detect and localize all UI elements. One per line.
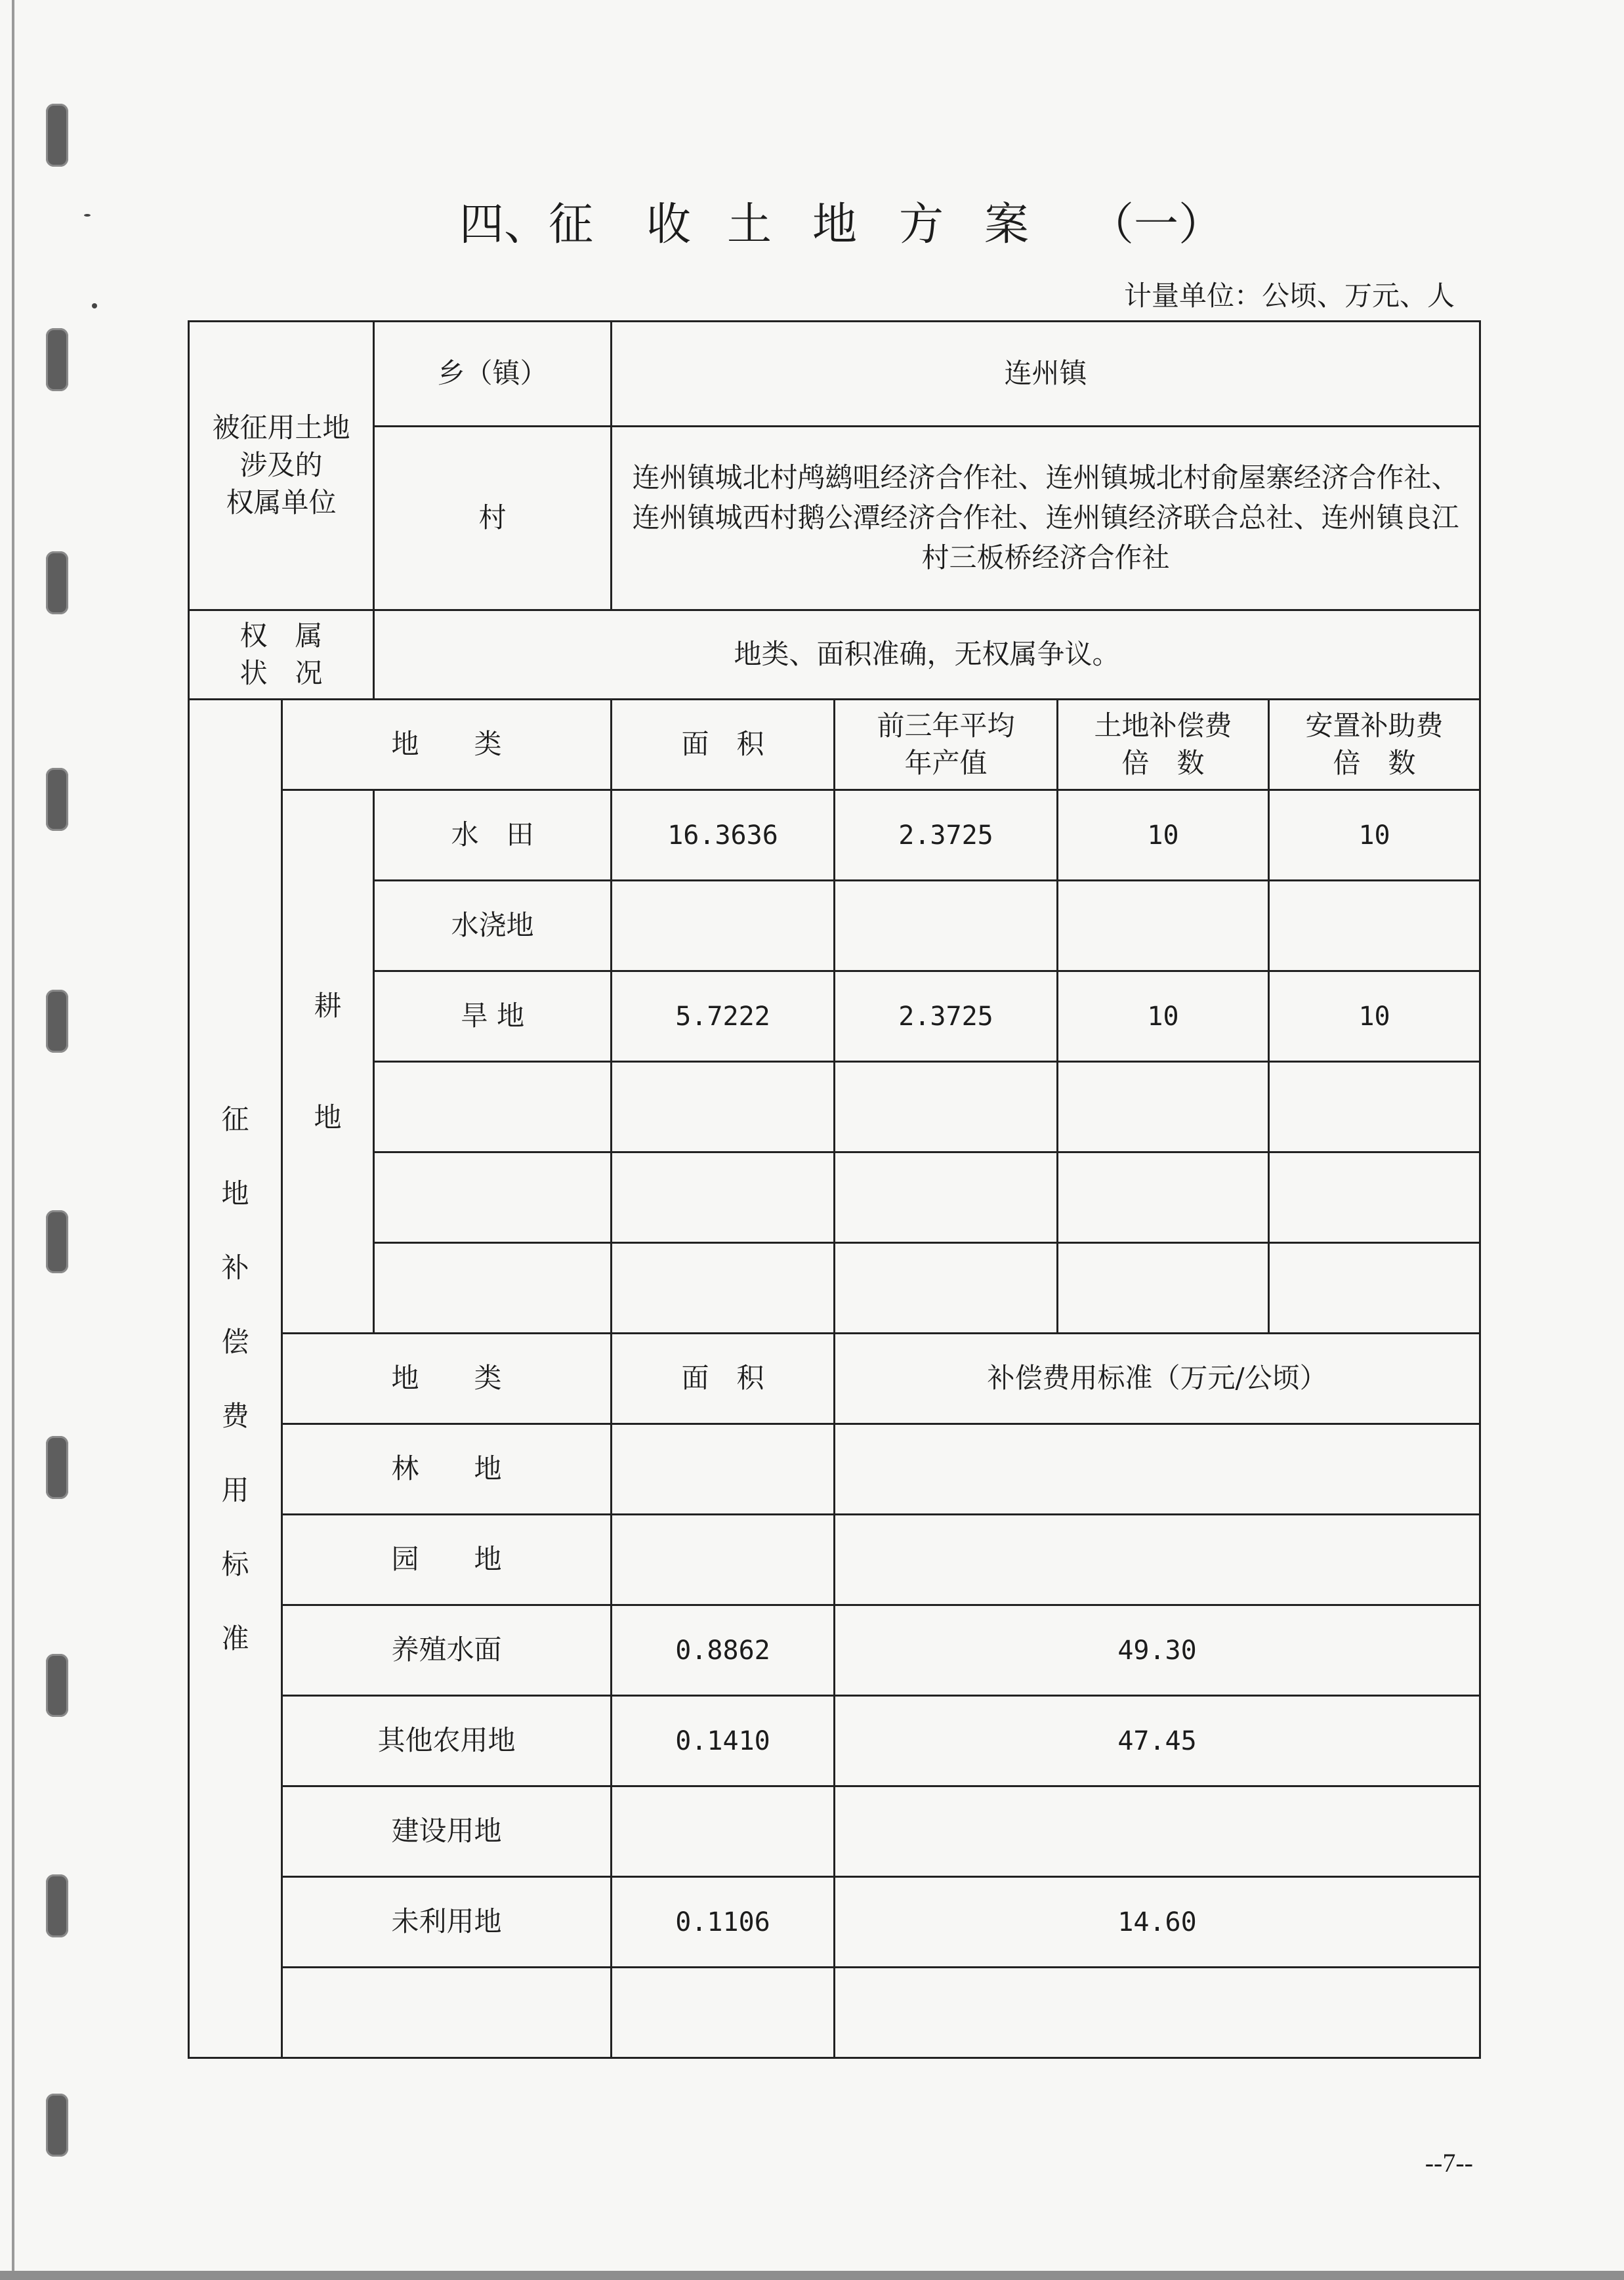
standard-cell (835, 1786, 1480, 1877)
binding-hole (46, 328, 68, 391)
status-label: 权 属 状 况 (189, 610, 374, 700)
land-type-cell: 其他农用地 (282, 1696, 612, 1786)
scan-speck (84, 214, 91, 217)
land-type-cell: 园 地 (282, 1515, 612, 1605)
cultivated-label: 耕 地 (282, 790, 374, 1334)
table-row (189, 1605, 1480, 1696)
binding-edge (12, 0, 14, 2280)
binding-hole (46, 1874, 68, 1937)
header-resettle-multiple: 安置补助费 倍 数 (1269, 700, 1480, 790)
scan-speck (92, 303, 97, 308)
area-cell (612, 881, 835, 971)
land-multiple-cell (1058, 1243, 1269, 1334)
land-type-cell: 旱 地 (374, 971, 612, 1062)
avg-output-cell: 2.3725 (835, 971, 1058, 1062)
table-row (189, 881, 1480, 971)
table-row (189, 1152, 1480, 1243)
header-land-type: 地 类 (282, 700, 612, 790)
resettle-multiple-cell: 10 (1269, 971, 1480, 1062)
area-cell (612, 1062, 835, 1152)
village-value: 连州镇城北村鸬鹚咀经济合作社、连州镇城北村俞屋寨经济合作社、连州镇城西村鹅公潭经济合作社、连州镇经济联合总社、连州镇良江村三板桥经济合作社 (612, 427, 1480, 610)
binding-hole (46, 1210, 68, 1273)
land-type-cell (374, 1152, 612, 1243)
table-row (189, 1968, 1480, 2058)
area-cell (612, 1243, 835, 1334)
area-cell (612, 1152, 835, 1243)
status-value: 地类、面积准确，无权属争议。 (374, 610, 1480, 700)
area-cell (612, 1786, 835, 1877)
land-type-cell: 林 地 (282, 1424, 612, 1515)
avg-output-cell (835, 1243, 1058, 1334)
table-row (189, 790, 1480, 881)
standard-cell (835, 1515, 1480, 1605)
binding-hole (46, 990, 68, 1053)
land-type-cell (374, 1243, 612, 1334)
resettle-multiple-cell (1269, 881, 1480, 971)
area-cell (612, 1515, 835, 1605)
resettle-multiple-cell (1269, 1062, 1480, 1152)
land-type-cell: 建设用地 (282, 1786, 612, 1877)
land-multiple-cell (1058, 1062, 1269, 1152)
header-area: 面 积 (612, 700, 835, 790)
table-row (189, 1424, 1480, 1515)
area-cell (612, 1424, 835, 1515)
area-cell: 5.7222 (612, 971, 835, 1062)
header2-land-type: 地 类 (282, 1334, 612, 1424)
avg-output-cell (835, 881, 1058, 971)
header-avg-output: 前三年平均 年产值 (835, 700, 1058, 790)
land-type-cell: 水浇地 (374, 881, 612, 971)
land-type-cell: 养殖水面 (282, 1605, 612, 1696)
area-cell: 16.3636 (612, 790, 835, 881)
ownership-group-label: 被征用土地 涉及的 权属单位 (189, 322, 374, 610)
header2-standard: 补偿费用标准（万元/公顷） (835, 1334, 1480, 1424)
table-row (189, 1243, 1480, 1334)
table-row (189, 1786, 1480, 1877)
avg-output-cell (835, 1152, 1058, 1243)
standard-cell: 47.45 (835, 1696, 1480, 1786)
land-multiple-cell: 10 (1058, 790, 1269, 881)
land-multiple-cell (1058, 881, 1269, 971)
binding-hole (46, 768, 68, 831)
land-type-cell: 水 田 (374, 790, 612, 881)
land-type-cell: 未利用地 (282, 1877, 612, 1968)
town-value: 连州镇 (612, 322, 1480, 427)
standard-cell: 49.30 (835, 1605, 1480, 1696)
area-cell: 0.8862 (612, 1605, 835, 1696)
table-row (189, 971, 1480, 1062)
binding-hole (46, 104, 68, 167)
resettle-multiple-cell (1269, 1243, 1480, 1334)
header2-area: 面 积 (612, 1334, 835, 1424)
resettle-multiple-cell: 10 (1269, 790, 1480, 881)
town-label: 乡（镇） (374, 322, 612, 427)
table-row (189, 1877, 1480, 1968)
land-multiple-cell: 10 (1058, 971, 1269, 1062)
binding-hole (46, 1654, 68, 1717)
page-title: 四、征 收 土 地 方 案 （一） (459, 199, 1224, 251)
table-row (189, 1515, 1480, 1605)
header-land-multiple: 土地补偿费 倍 数 (1058, 700, 1269, 790)
avg-output-cell: 2.3725 (835, 790, 1058, 881)
avg-output-cell (835, 1062, 1058, 1152)
area-cell: 0.1106 (612, 1877, 835, 1968)
scan-bottom-edge (0, 2271, 1624, 2280)
village-label: 村 (374, 427, 612, 610)
area-cell: 0.1410 (612, 1696, 835, 1786)
standard-cell (835, 1424, 1480, 1515)
land-type-cell (374, 1062, 612, 1152)
land-acquisition-table (188, 320, 1481, 2059)
table-row (189, 1062, 1480, 1152)
compensation-side-label: 征 地 补 偿 费 用 标 准 (189, 700, 282, 2058)
unit-label: 计量单位：公顷、万元、人 (1123, 280, 1455, 312)
resettle-multiple-cell (1269, 1152, 1480, 1243)
binding-hole (46, 2094, 68, 2157)
page-number: --7-- (1425, 2148, 1473, 2178)
land-type-cell (282, 1968, 612, 2058)
table-row (189, 1696, 1480, 1786)
area-cell (612, 1968, 835, 2058)
land-multiple-cell (1058, 1152, 1269, 1243)
standard-cell: 14.60 (835, 1877, 1480, 1968)
binding-hole (46, 1436, 68, 1499)
standard-cell (835, 1968, 1480, 2058)
binding-hole (46, 551, 68, 614)
